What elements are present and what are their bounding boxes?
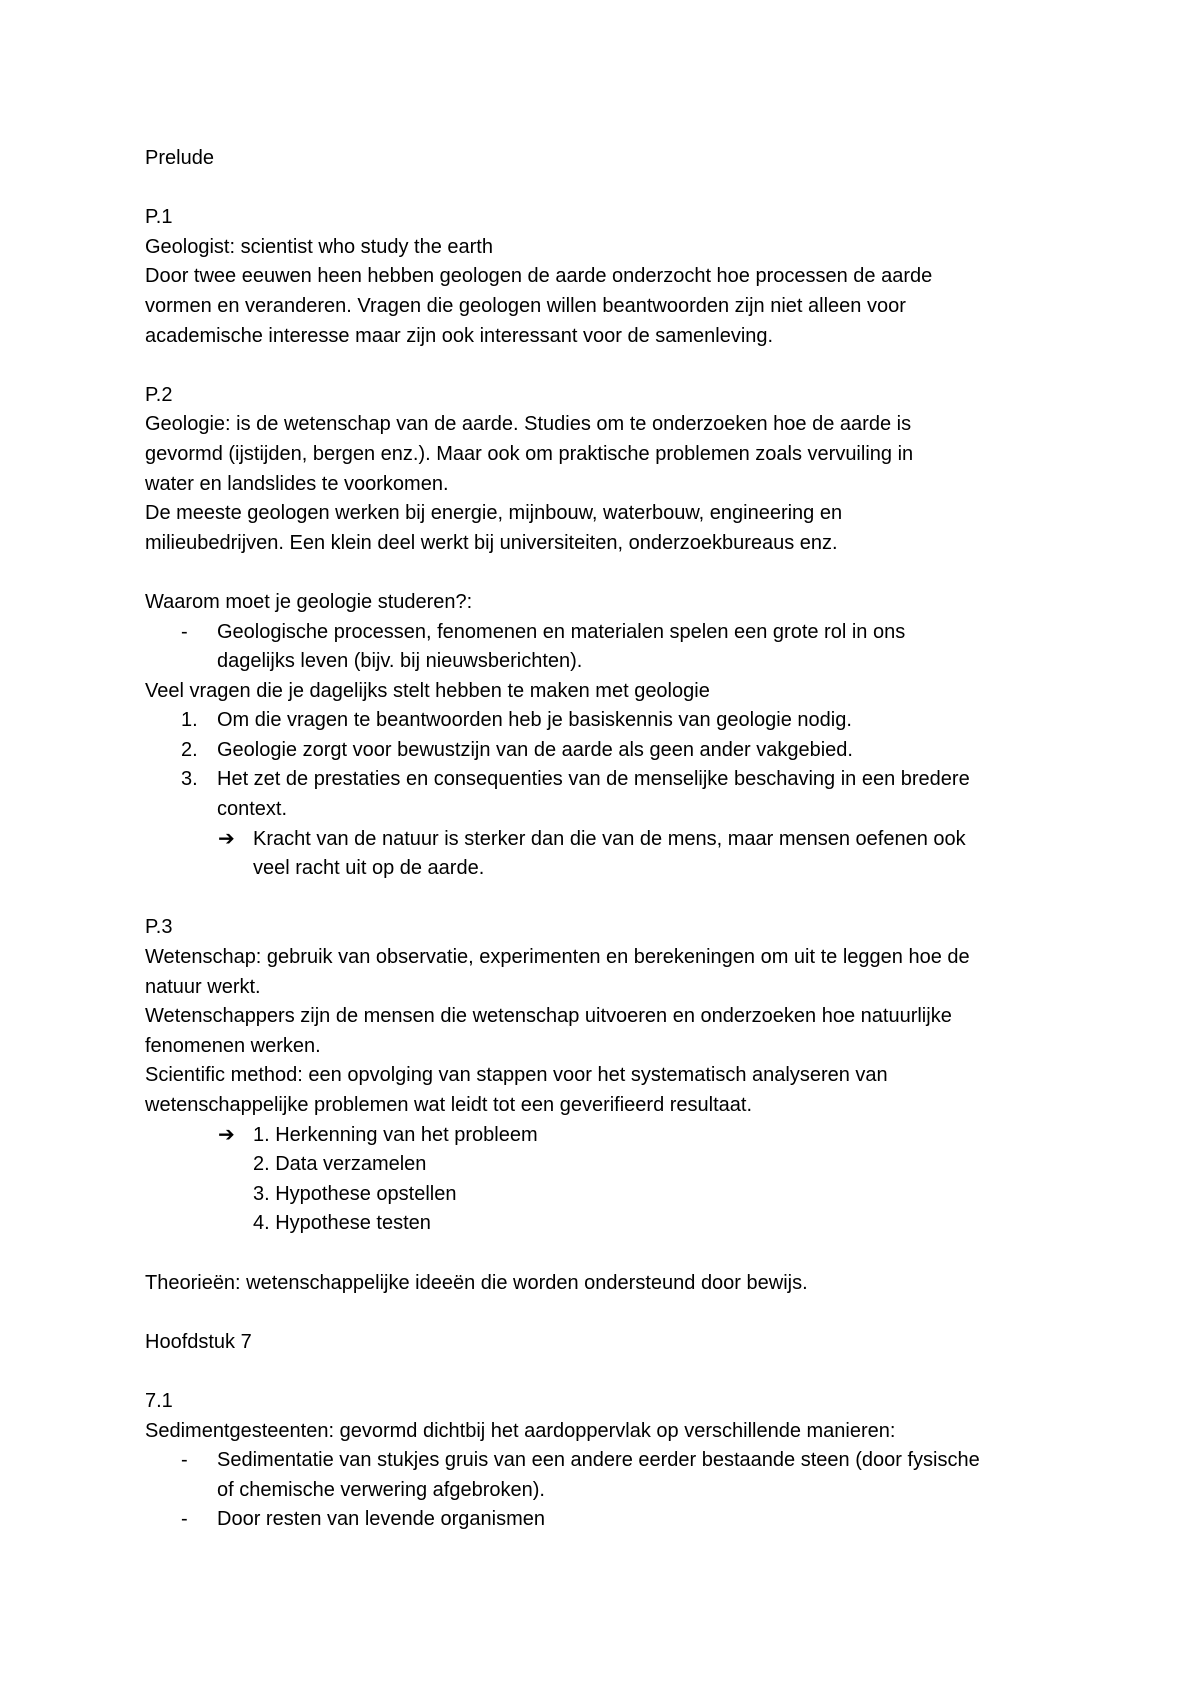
paragraph-line: vormen en veranderen. Vragen die geologen willen beantwoorden zijn niet alleen voor [145,294,906,317]
bullet-marker: - [181,1449,188,1472]
paragraph-line: Scientific method: een opvolging van stappen voor het systematisch analyseren van [145,1064,888,1087]
blank-line [145,1298,1085,1328]
paragraph-line: water en landslides te voorkomen. [145,472,449,495]
numbered-text-line: Het zet de prestaties en consequenties van de menselijke beschaving in een bredere [217,768,970,791]
paragraph-line: Sedimentgesteenten: gevormd dichtbij het aardoppervlak op verschillende manieren: [145,1419,896,1442]
paragraph-line: Geologist: scientist who study the earth [145,235,493,258]
paragraph-line: Veel vragen die je dagelijks stelt hebben te maken met geologie [145,679,710,702]
paragraph-line: wetenschappelijke problemen wat leidt tot een geverifieerd resultaat. [145,1094,753,1116]
numbered-item [145,736,1085,766]
numbered-item [145,765,1085,824]
paragraph-line: milieubedrijven. Een klein deel werkt bij universiteiten, onderzoekbureaus enz. [145,531,838,554]
method-step: 4. Hypothese testen [253,1212,431,1235]
bullet-item [145,618,1085,677]
paragraph-line: natuur werkt. [145,975,261,998]
method-step: 1. Herkenning van het probleem [253,1123,538,1146]
bullet-text-line: of chemische verwering afgebroken). [217,1478,545,1501]
bullet-text-line: Geologische processen, fenomenen en materialen spelen een grote rol in ons [217,620,906,643]
numbered-text-line: context. [217,798,288,821]
arrow-text-line: veel racht uit op de aarde. [253,857,485,880]
prelude-heading: Prelude [145,147,214,169]
paragraph-line: academische interesse maar zijn ook interessant voor de samenleving. [145,324,774,347]
blank-line [145,558,1085,588]
bullet-text-line: Door resten van levende organismen [217,1508,545,1531]
blank-line [145,884,1085,914]
blank-line [145,174,1085,204]
blank-line [145,351,1085,381]
bullet-item [145,1505,1085,1535]
paragraph-line: gevormd (ijstijden, bergen enz.). Maar ook om praktische problemen zoals vervuiling in [145,442,914,465]
blank-line [145,1239,1085,1269]
paragraph-line: Wetenschappers zijn de mensen die wetenschap uitvoeren en onderzoeken hoe natuurlijke [145,1005,952,1028]
bullet-text-line: Sedimentatie van stukjes gruis van een andere eerder bestaande steen (door fysische [217,1449,980,1472]
number-marker: 1. [181,709,198,732]
number-marker: 3. [181,768,198,791]
section-heading-p2: P.2 [145,383,173,406]
number-marker: 2. [181,738,198,761]
arrow-item [145,825,1085,884]
section-heading-7-1: 7.1 [145,1389,173,1412]
paragraph-line: Door twee eeuwen heen hebben geologen de aarde onderzocht hoe processen de aarde [145,265,933,288]
arrow-right-icon: ➔ [218,1123,235,1146]
paragraph-line: Wetenschap: gebruik van observatie, experimenten en berekeningen om uit te leggen hoe de [145,946,970,969]
paragraph-line: De meeste geologen werken bij energie, mijnbouw, waterbouw, engineering en [145,502,843,525]
question-line: Waarom moet je geologie studeren?: [145,590,473,613]
bullet-item [145,1446,1085,1505]
method-step: 2. Data verzamelen [253,1153,427,1176]
numbered-item [145,706,1085,736]
method-step: 3. Hypothese opstellen [253,1182,457,1205]
paragraph-line: Theorieën: wetenschappelijke ideeën die worden ondersteund door bewijs. [145,1271,808,1294]
bullet-marker: - [181,1508,188,1531]
arrow-item [145,1121,1085,1151]
numbered-text-line: Om die vragen te beantwoorden heb je basiskennis van geologie nodig. [217,709,852,732]
section-heading-p3: P.3 [145,916,173,939]
arrow-text-line: Kracht van de natuur is sterker dan die van de mens, maar mensen oefenen ook [253,827,966,850]
paragraph-line: fenomenen werken. [145,1034,321,1057]
document-body [145,144,1085,1535]
chapter-heading: Hoofdstuk 7 [145,1330,252,1353]
paragraph-line: Geologie: is de wetenschap van de aarde. Studies om te onderzoeken hoe de aarde is [145,413,912,436]
arrow-right-icon: ➔ [218,827,235,850]
bullet-marker: - [181,620,188,643]
section-heading-p1: P.1 [145,206,173,229]
blank-line [145,1357,1085,1387]
numbered-text-line: Geologie zorgt voor bewustzijn van de aarde als geen ander vakgebied. [217,738,853,761]
bullet-text-line: dagelijks leven (bijv. bij nieuwsberichten). [217,650,583,673]
